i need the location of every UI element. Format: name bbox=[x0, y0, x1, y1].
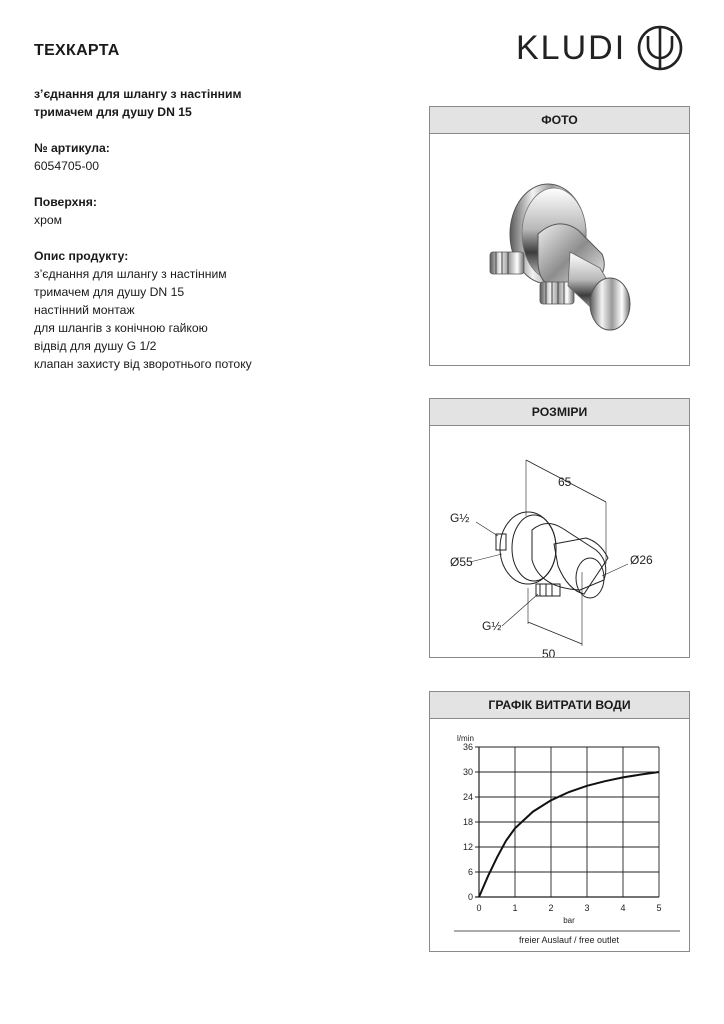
leader-g-bottom bbox=[502, 594, 538, 626]
holder-face bbox=[576, 558, 604, 598]
article-section bbox=[34, 139, 394, 175]
dimensions-panel bbox=[429, 398, 690, 658]
surface-section bbox=[34, 193, 394, 229]
x-axis-label: bar bbox=[563, 916, 575, 925]
description-line: тримачем для душу DN 15 bbox=[34, 285, 185, 299]
y-tick-label: 12 bbox=[462, 842, 473, 852]
y-tick-label: 36 bbox=[462, 742, 473, 752]
body-outline bbox=[532, 523, 606, 590]
x-tick-label: 1 bbox=[512, 903, 518, 913]
article-label: № артикула: bbox=[34, 141, 110, 155]
product-name bbox=[34, 85, 394, 121]
y-axis-label: l/min bbox=[457, 734, 474, 743]
kludi-emblem-icon bbox=[634, 22, 686, 74]
x-tick-label: 5 bbox=[656, 903, 662, 913]
y-tick-label: 24 bbox=[462, 792, 473, 802]
rosette-inner bbox=[512, 515, 556, 581]
y-tick-label: 30 bbox=[462, 767, 473, 777]
leader-d55 bbox=[470, 554, 502, 562]
description-section bbox=[34, 247, 394, 373]
surface-label: Поверхня: bbox=[34, 195, 97, 209]
flow-chart-title: ГРАФІК ВИТРАТИ ВОДИ bbox=[430, 692, 689, 719]
dimension-drawing bbox=[430, 426, 689, 657]
surface-value: хром bbox=[34, 213, 63, 227]
y-tick-label: 0 bbox=[467, 892, 473, 902]
holder-outline bbox=[554, 538, 608, 594]
description-line: з’єднання для шлангу з настінним bbox=[34, 267, 227, 281]
flow-chart-panel bbox=[429, 691, 690, 952]
thread-bottom-label: G½ bbox=[482, 619, 502, 633]
description-line: клапан захисту від зворотнього потоку bbox=[34, 357, 252, 371]
x-tick-label: 0 bbox=[476, 903, 482, 913]
product-name-line: тримачем для душу DN 15 bbox=[34, 105, 192, 119]
product-photo bbox=[430, 134, 689, 365]
x-tick-label: 3 bbox=[584, 903, 590, 913]
product-info bbox=[34, 85, 394, 391]
flow-chart bbox=[430, 719, 689, 951]
x-tick-label: 4 bbox=[620, 903, 626, 913]
y-tick-label: 18 bbox=[462, 817, 473, 827]
thread-top-label: G½ bbox=[450, 511, 470, 525]
dim-line-50 bbox=[528, 622, 582, 644]
product-name-line: з’єднання для шлангу з настінним bbox=[34, 87, 242, 101]
y-tick-label: 6 bbox=[467, 867, 473, 877]
logo-text: KLUDI bbox=[516, 29, 627, 67]
leader-g-top bbox=[476, 522, 498, 536]
page-title: ТЕХКАРТА bbox=[34, 42, 120, 59]
x-tick-label: 2 bbox=[548, 903, 554, 913]
rosette-diameter-label: Ø55 bbox=[450, 555, 473, 569]
photo-panel bbox=[429, 106, 690, 366]
brand-logo bbox=[516, 22, 686, 74]
article-value: 6054705-00 bbox=[34, 159, 100, 173]
description-line: настінний монтаж bbox=[34, 303, 135, 317]
dim-label-50: 50 bbox=[542, 647, 556, 657]
flow-series-line bbox=[479, 772, 659, 897]
description-line: для шлангів з конічною гайкою bbox=[34, 321, 208, 335]
description-line: відвід для душу G 1/2 bbox=[34, 339, 157, 353]
holder-diameter-label: Ø26 bbox=[630, 553, 653, 567]
dimensions-panel-title: РОЗМІРИ bbox=[430, 399, 689, 426]
photo-panel-title: ФОТО bbox=[430, 107, 689, 134]
chart-caption: freier Auslauf / free outlet bbox=[518, 935, 620, 945]
description-label: Опис продукту: bbox=[34, 249, 129, 263]
dim-label-65: 65 bbox=[558, 475, 572, 489]
